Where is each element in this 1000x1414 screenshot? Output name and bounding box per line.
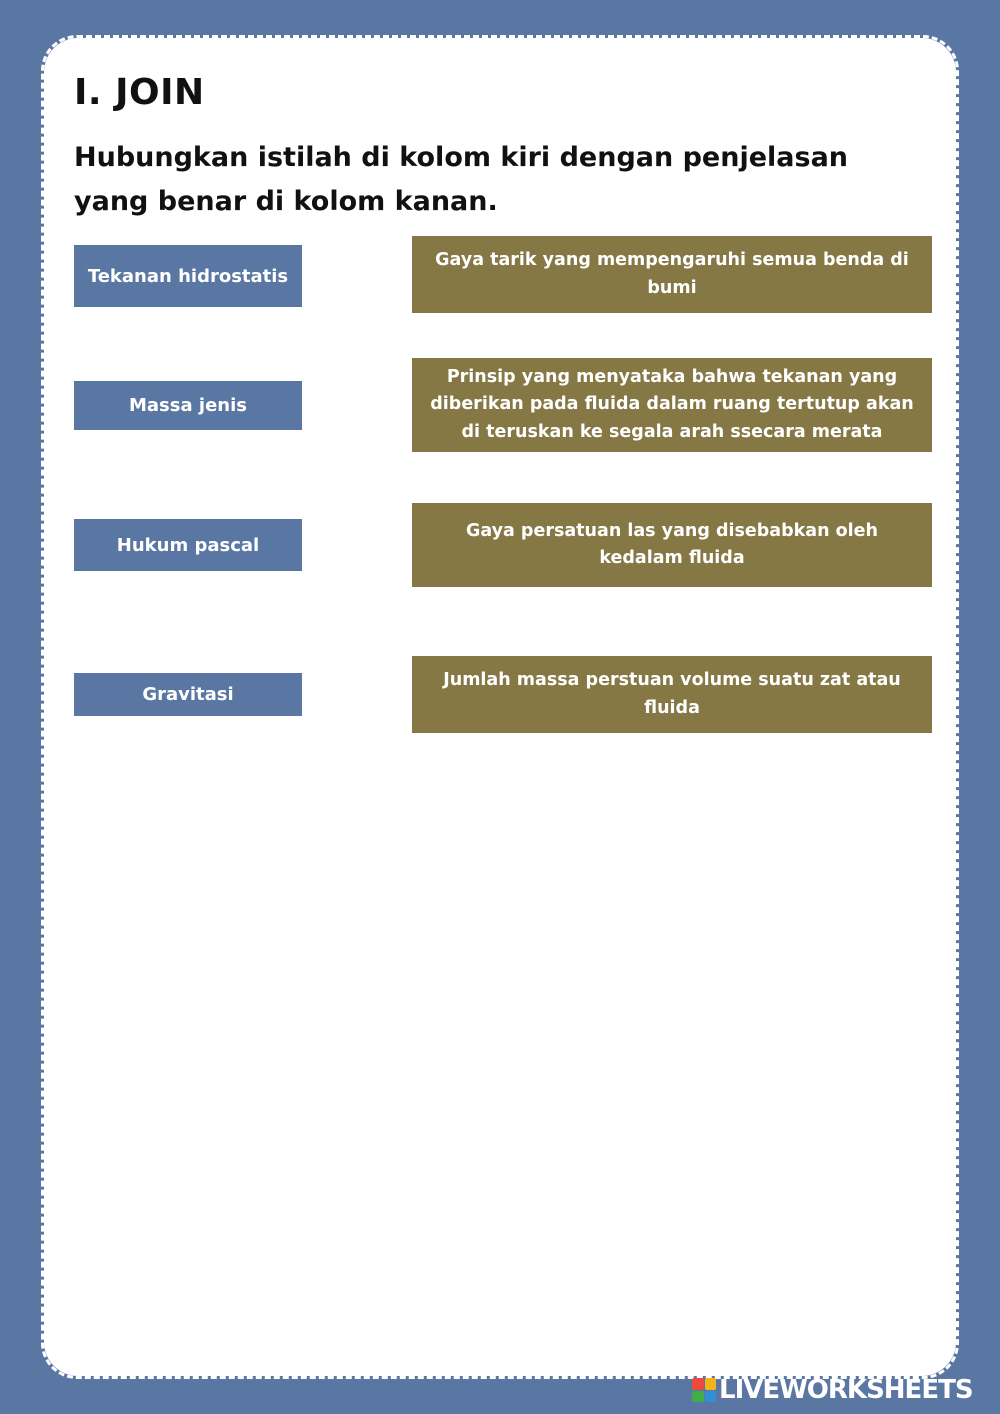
instructions-text: Hubungkan istilah di kolom kiri dengan penjelasan yang benar di kolom kanan. xyxy=(74,142,849,217)
term-box-gravitasi[interactable]: Gravitasi xyxy=(74,673,302,716)
term-box-massa-jenis[interactable]: Massa jenis xyxy=(74,381,302,430)
definition-box-gaya-tarik[interactable]: Gaya tarik yang mempengaruhi semua benda di bumi xyxy=(412,236,932,313)
brand-name: LIVEWORKSHEETS xyxy=(719,1375,973,1405)
definition-box-gaya-persatuan[interactable]: Gaya persatuan las yang disebabkan oleh kedalam fluida xyxy=(412,503,932,587)
liveworksheets-brand xyxy=(692,1376,973,1404)
definition-box-prinsip[interactable]: Prinsip yang menyataka bahwa tekanan yang diberikan pada fluida dalam ruang tertutup akan di teruskan ke segala arah ssecara merata xyxy=(412,358,932,452)
logo-square-blue xyxy=(705,1391,717,1403)
logo-square-yellow xyxy=(705,1378,717,1390)
term-box-tekanan-hidrostatis[interactable]: Tekanan hidrostatis xyxy=(74,245,302,307)
definition-box-jumlah-massa[interactable]: Jumlah massa perstuan volume suatu zat atau fluida xyxy=(412,656,932,733)
page-title: I. JOIN xyxy=(74,72,205,113)
logo-square-green xyxy=(692,1391,704,1403)
liveworksheets-logo-icon xyxy=(692,1378,716,1402)
logo-square-red xyxy=(692,1378,704,1390)
term-box-hukum-pascal[interactable]: Hukum pascal xyxy=(74,519,302,571)
